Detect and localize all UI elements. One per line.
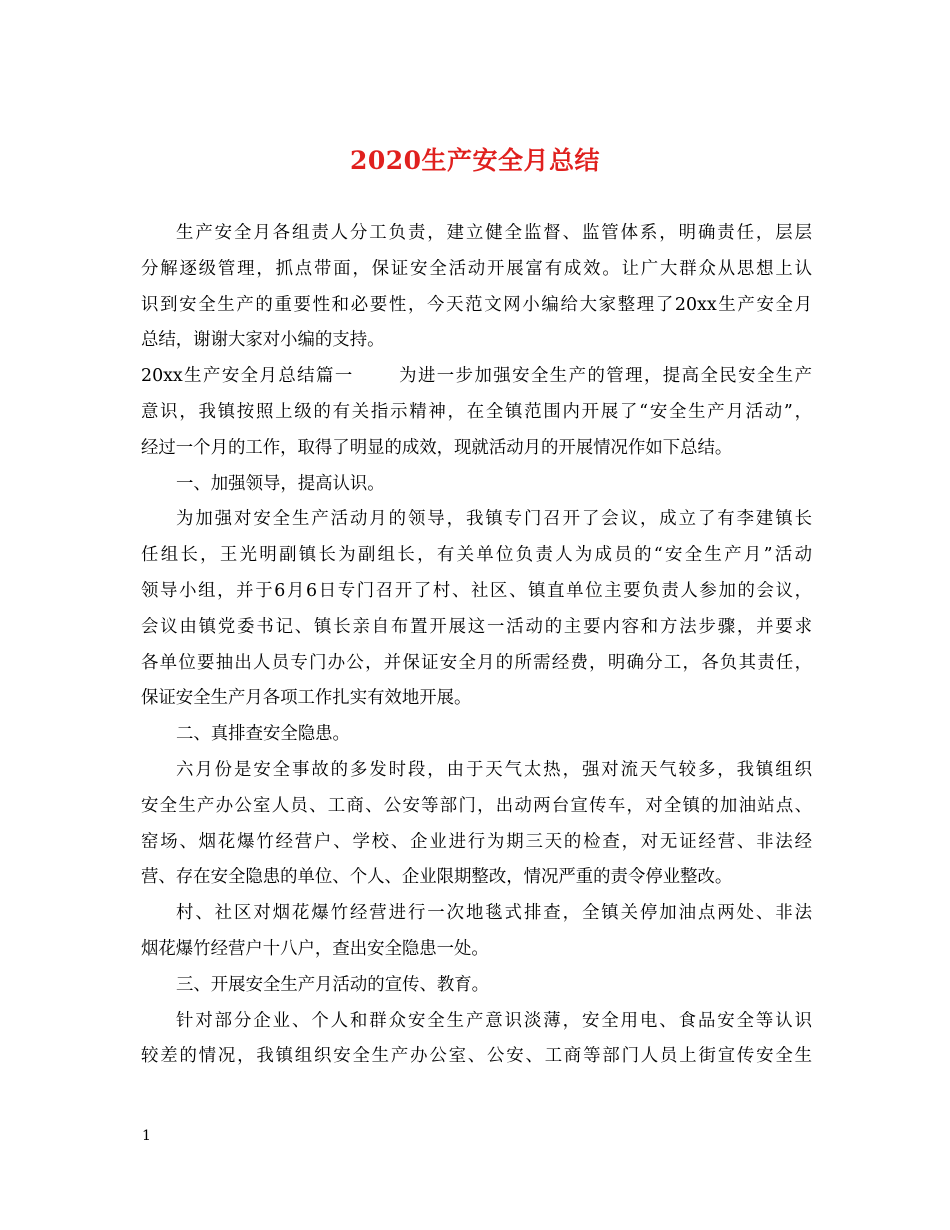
paragraph-line: 任组长，王光明副镇长为副组长，有关单位负责人为成员的“安全生产月”活动 (141, 545, 812, 566)
paragraph-text: 为进一步加强安全生产的管理，提高全民安全生产 (397, 366, 812, 387)
document-title: 2020生产安全月总结 (349, 146, 601, 175)
paragraph-line: 分解逐级管理，抓点带面，保证安全活动开展富有成效。让广大群众从思想上认 (141, 258, 812, 279)
paragraph-line: 村、社区对烟花爆竹经营进行一次地毯式排查，全镇关停加油点两处、非法 (176, 903, 812, 924)
section-heading-1: 一、加强领导，提高认识。 (176, 473, 385, 494)
paragraph-line: 安全生产办公室人员、工商、公安等部门，出动两台宣传车，对全镇的加油站点、 (141, 795, 812, 816)
paragraph-line: 营、存在安全隐患的单位、个人、企业限期整改，情况严重的责令停业整改。 (141, 867, 733, 888)
paragraph-line: 保证安全生产月各项工作扎实有效地开展。 (141, 688, 472, 709)
paragraph-line: 六月份是安全事故的多发时段，由于天气太热，强对流天气较多，我镇组织 (176, 759, 812, 780)
paragraph-line: 识到安全生产的重要性和必要性，今天范文网小编给大家整理了20xx生产安全月 (141, 294, 812, 315)
paragraph-line: 领导小组，并于6月6日专门召开了村、社区、镇直单位主要负责人参加的会议， (141, 580, 812, 601)
paragraph-line-with-heading (141, 359, 812, 395)
paragraph-line: 针对部分企业、个人和群众安全生产意识淡薄，安全用电、食品安全等认识 (176, 1010, 812, 1031)
page-number: 1 (142, 1128, 151, 1144)
paragraph-line: 窑场、烟花爆竹经营户、学校、企业进行为期三天的检查，对无证经营、非法经 (141, 831, 812, 852)
paragraph-line: 较差的情况，我镇组织安全生产办公室、公安、工商等部门人员上街宣传安全生 (141, 1046, 812, 1067)
section-heading-2: 二、真排查安全隐患。 (176, 724, 350, 745)
paragraph-line: 烟花爆竹经营户十八户，查出安全隐患一处。 (141, 938, 489, 959)
paragraph-line: 会议由镇党委书记、镇长亲自布置开展这一活动的主要内容和方法步骤，并要求 (141, 616, 812, 637)
paragraph-line: 总结，谢谢大家对小编的支持。 (141, 330, 385, 351)
section-heading-3: 三、开展安全生产月活动的宣传、教育。 (176, 974, 490, 995)
document-body (141, 216, 812, 1075)
paragraph-line: 意识，我镇按照上级的有关指示精神，在全镇范围内开展了“安全生产月活动”， (141, 401, 812, 422)
section-heading: 20xx生产安全月总结篇一 (141, 366, 354, 387)
paragraph-line: 经过一个月的工作，取得了明显的成效，现就活动月的开展情况作如下总结。 (141, 437, 733, 458)
paragraph-line: 为加强对安全生产活动月的领导，我镇专门召开了会议，成立了有李建镇长 (176, 509, 812, 530)
paragraph-line: 生产安全月各组责人分工负责，建立健全监督、监管体系，明确责任，层层 (176, 223, 812, 243)
paragraph-line: 各单位要抽出人员专门办公，并保证安全月的所需经费，明确分工，各负其责任， (141, 652, 812, 673)
